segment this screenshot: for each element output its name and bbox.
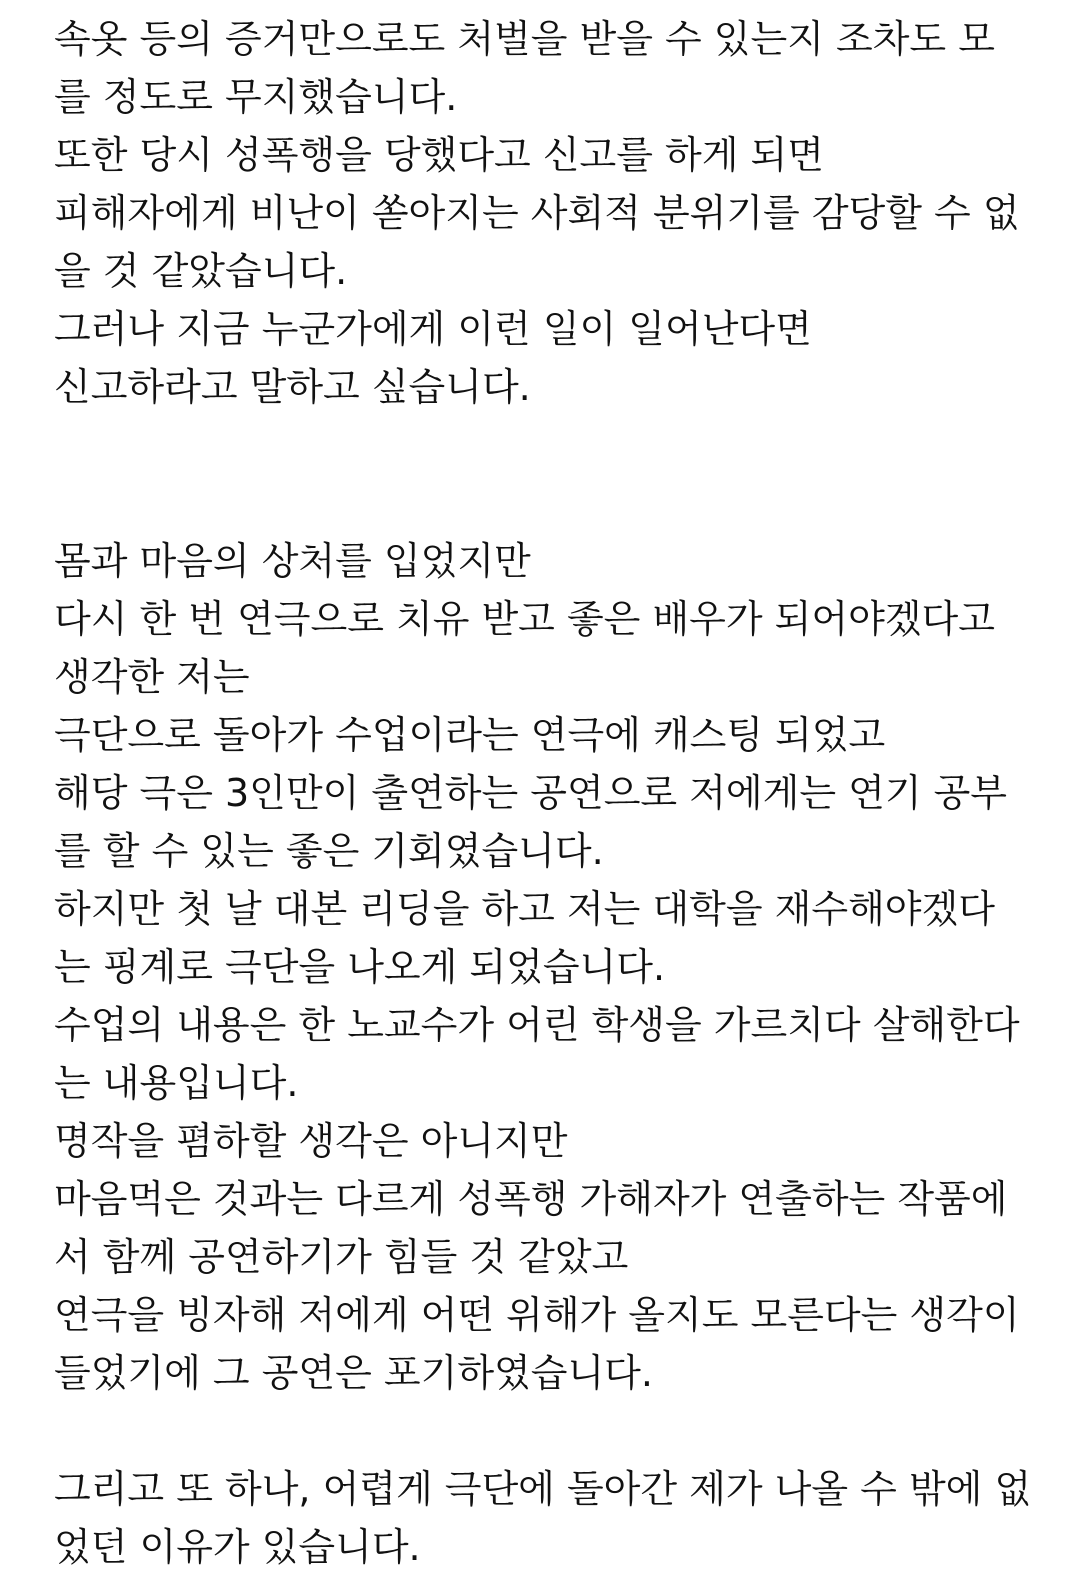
text-line: 하지만 첫 날 대본 리딩을 하고 저는 대학을 재수해야겠다 <box>54 887 995 931</box>
text-line: 몸과 마음의 상처를 입었지만 <box>54 539 531 583</box>
text-line: 서 함께 공연하기가 힘들 것 같았고 <box>54 1235 629 1279</box>
text-line: 그리고 또 하나, 어렵게 극단에 돌아간 제가 나올 수 밖에 없 <box>54 1467 1032 1511</box>
text-line: 신고하라고 말하고 싶습니다. <box>54 365 531 409</box>
text-line: 를 정도로 무지했습니다. <box>54 75 458 119</box>
text-line: 다시 한 번 연극으로 치유 받고 좋은 배우가 되어야겠다고 <box>54 597 995 641</box>
text-line: 을 것 같았습니다. <box>54 249 348 293</box>
text-line: 연극을 빙자해 저에게 어떤 위해가 올지도 모른다는 생각이 <box>54 1293 1020 1337</box>
text-line: 었던 이유가 있습니다. <box>54 1525 421 1569</box>
text-line: 해당 극은 3인만이 출연하는 공연으로 저에게는 연기 공부 <box>54 771 1008 815</box>
text-line: 들었기에 그 공연은 포기하였습니다. <box>54 1351 653 1395</box>
document-body <box>54 10 1054 1576</box>
text-line: 마음먹은 것과는 다르게 성폭행 가해자가 연출하는 작품에 <box>54 1177 1008 1221</box>
text-line: 속옷 등의 증거만으로도 처벌을 받을 수 있는지 조차도 모 <box>54 17 995 61</box>
text-line: 는 내용입니다. <box>54 1061 299 1105</box>
text-line: 수업의 내용은 한 노교수가 어린 학생을 가르치다 살해한다 <box>54 1003 1020 1047</box>
text-line: 를 할 수 있는 좋은 기회였습니다. <box>54 829 604 873</box>
text-line: 피해자에게 비난이 쏟아지는 사회적 분위기를 감당할 수 없 <box>54 191 1020 235</box>
paragraph-spacer <box>54 416 1054 532</box>
text-line: 극단으로 돌아가 수업이라는 연극에 캐스팅 되었고 <box>54 713 886 757</box>
paragraph-3 <box>54 1460 1054 1576</box>
text-line: 그러나 지금 누군가에게 이런 일이 일어난다면 <box>54 307 812 351</box>
text-line: 또한 당시 성폭행을 당했다고 신고를 하게 되면 <box>54 133 824 177</box>
paragraph-2 <box>54 532 1054 1402</box>
paragraph-spacer <box>54 1402 1054 1460</box>
text-line: 생각한 저는 <box>54 655 250 699</box>
text-line: 명작을 폄하할 생각은 아니지만 <box>54 1119 568 1163</box>
paragraph-1 <box>54 10 1054 416</box>
text-line: 는 핑계로 극단을 나오게 되었습니다. <box>54 945 666 989</box>
